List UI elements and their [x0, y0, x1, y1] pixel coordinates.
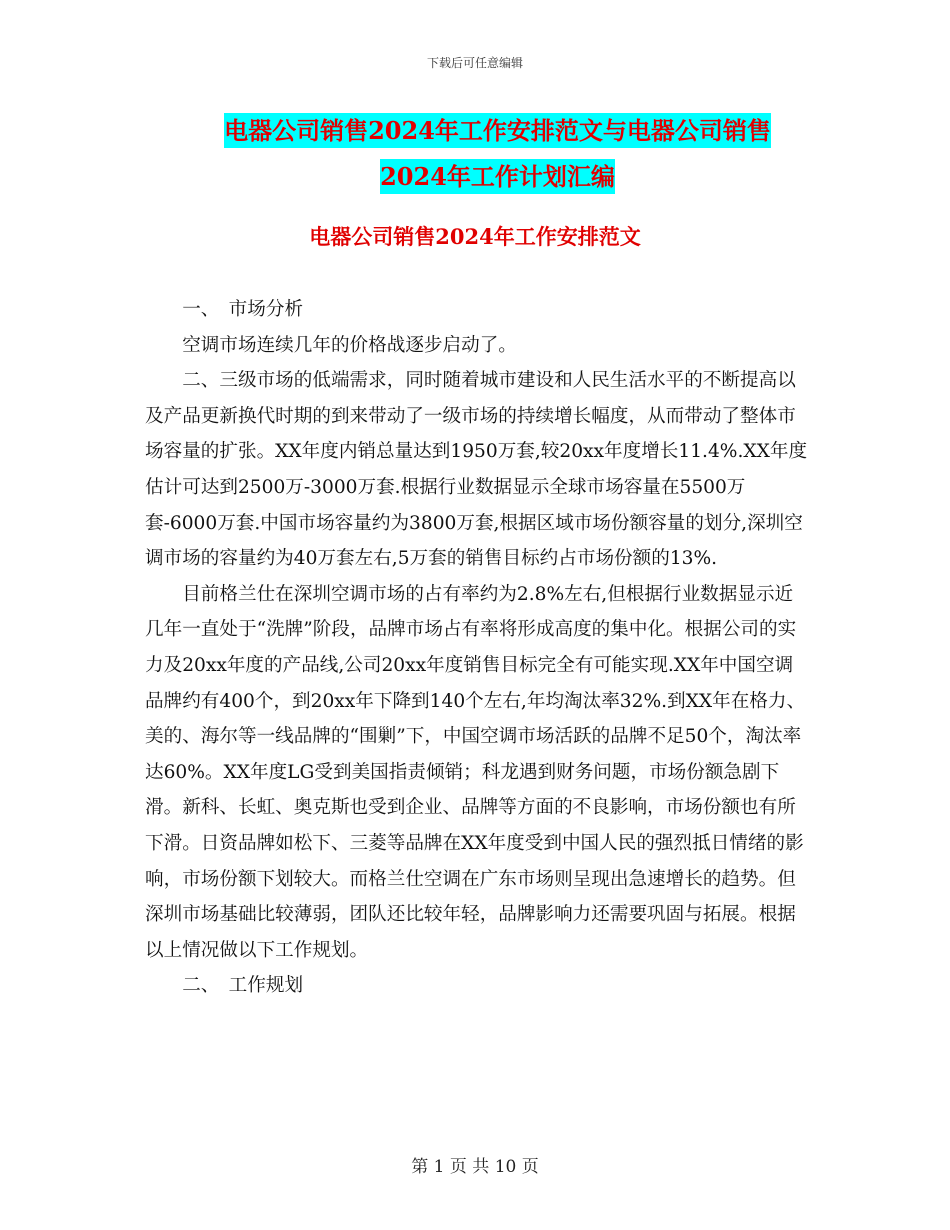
paragraph: 目前格兰仕在深圳空调市场的占有率约为2.8%左右,但根据行业数据显示近几年一直处于“洗牌”阶段，品牌市场占有率将形成高度的集中化。根据公司的实力及20xx年度的产品线,公司20xx年度销售目标完全有可能实现.XX年中国空调品牌约有400个，到20xx年下降到140个左右,年均淘汰率32%.到XX年在格力、美的、海尔等一线品牌的“围剿”下，中国空调市场活跃的品牌不足50个，淘汰率达60%。XX年度LG受到美国指责倾销；科龙遇到财务问题，市场份额急剧下滑。新科、长虹、奥克斯也受到企业、品牌等方面的不良影响，市场份额也有所下滑。日资品牌如松下、三菱等品牌在XX年度受到中国人民的强烈抵日情绪的影响，市场份额下划较大。而格兰仕空调在广东市场则呈现出急速增长的趋势。但深圳市场基础比较薄弱，团队还比较年轻，品牌影响力还需要巩固与拓展。根据以上情况做以下工作规划。 — [145, 583, 806, 961]
section-title: 电器公司销售2024年工作安排范文 — [309, 224, 641, 249]
document-title-line-1: 电器公司销售2024年工作安排范文与电器公司销售 — [224, 113, 771, 148]
heading-market-analysis: 一、 市场分析 — [182, 299, 304, 320]
document-body — [145, 292, 810, 1004]
paragraph: 二、三级市场的低端需求，同时随着城市建设和人民生活水平的不断提高以及产品更新换代时期的到来带动了一级市场的持续增长幅度，从而带动了整体市场容量的扩张。XX年度内销总量达到1950万套,较20xx年度增长11.4%.XX年度估计可达到2500万-3000万套.根据行业数据显示全球市场容量在5500万套-6000万套.中国市场容量约为3800万套,根据区域市场份额容量的划分,深圳空调市场的容量约为40万套左右,5万套的销售目标约占市场份额的13%. — [145, 370, 808, 570]
paragraph: 空调市场连续几年的价格战逐步启动了。 — [182, 334, 517, 356]
page-number: 第 1 页 共 10 页 — [411, 1157, 539, 1177]
document-title-line-2: 2024年工作计划汇编 — [380, 159, 615, 194]
heading-work-plan: 二、 工作规划 — [182, 975, 304, 997]
header-note: 下载后可任意编辑 — [426, 56, 523, 70]
document-title — [145, 108, 850, 200]
